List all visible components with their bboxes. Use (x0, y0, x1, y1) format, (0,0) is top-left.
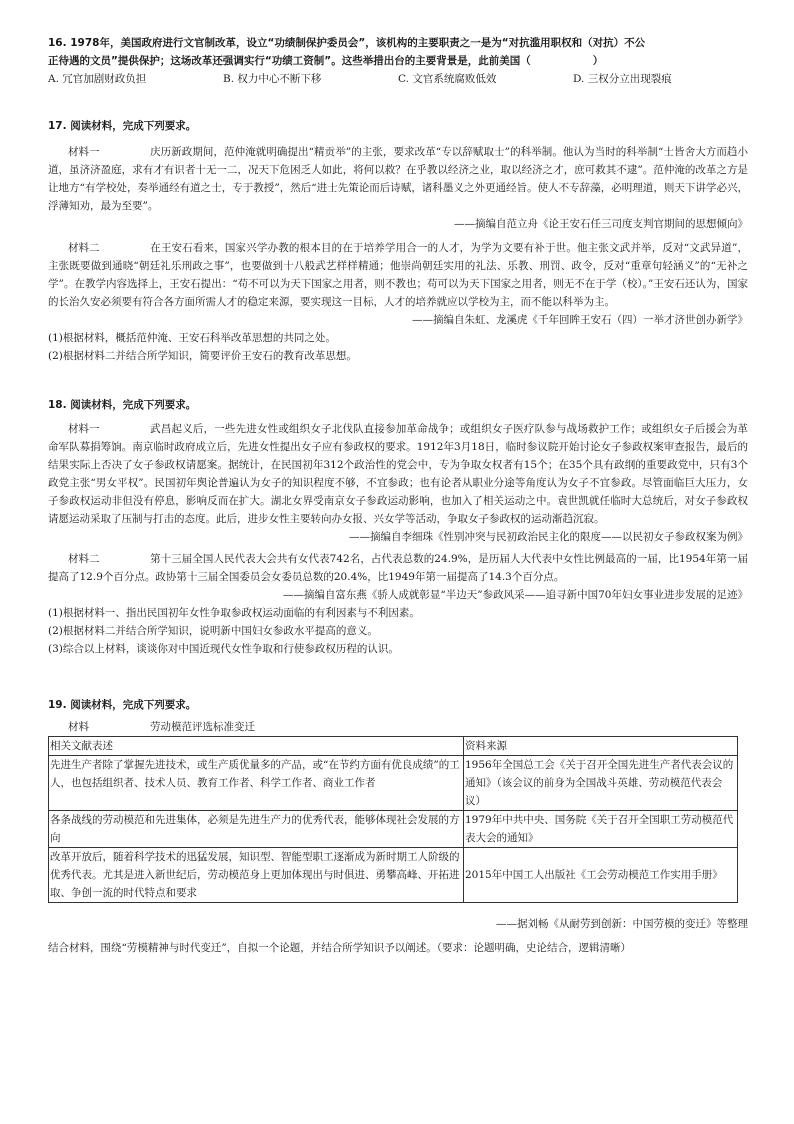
standards-table (48, 736, 738, 903)
q17-req-2: (2)根据材料二并结合所学知识，简要评价王安石的教育改革思想。 (48, 350, 357, 362)
table-header: 资料来源 (464, 737, 738, 756)
table-header-row (49, 737, 738, 756)
q16-option-c: C. 文官系统腐败低效 (398, 73, 497, 85)
q19-table-title: 劳动模范评选标准变迁 (150, 721, 255, 733)
table-cell: 1956年全国总工会《关于召开全国先进生产者代表会议的通知》（该会议的前身为全国战斗英雄、劳动模范代表会议） (464, 756, 738, 811)
q18-req-3: (3)综合以上材料，谈谈你对中国近现代女性争取和行使参政权历程的认识。 (48, 643, 399, 655)
q18-m2-label: 材料二 (68, 553, 100, 565)
question-19 (48, 696, 748, 957)
q19-material-header (48, 718, 748, 736)
table-row (49, 811, 738, 848)
table-cell: 1979年中共中央、国务院《关于召开全国职工劳动模范代表大会的通知》 (464, 811, 738, 848)
q17-m2-label: 材料二 (68, 242, 100, 254)
q18-material-2 (48, 550, 748, 586)
q16-option-d: D. 三权分立出现裂痕 (573, 73, 672, 85)
q19-task: 结合材料，围绕“劳模精神与时代变迁”，自拟一个论题，并结合所学知识予以阐述。（要求：论题明确，史论结合，逻辑清晰） (48, 942, 631, 954)
q18-req-1: (1)根据材料一、指出民国初年女性争取参政权运动面临的有利因素与不利因素。 (48, 607, 420, 619)
q19-title: 19. 阅读材料，完成下列要求。 (48, 699, 197, 711)
table-header: 相关文献表述 (49, 737, 464, 756)
q18-material-1 (48, 420, 748, 528)
q17-m1-text-start: 庆历新政期间，范仲淹就明确提出“精贡举”的主张，要求改革“专以辞赋取士”的科举制。他认为当时的科举 (150, 146, 648, 158)
q17-m2-source: ——摘编自朱虹、龙溪虎《千年回眸王安石（四）一举才济世创办新学》 (412, 314, 748, 326)
question-17 (48, 117, 748, 365)
q16-options (48, 70, 748, 88)
q19-mat-label: 材料 (68, 721, 89, 733)
exam-page (48, 34, 748, 957)
question-16 (48, 34, 748, 88)
table-cell: 2015年中国工人出版社《工会劳动模范工作实用手册》 (464, 848, 738, 903)
q16-option-b: B. 权力中心不断下移 (223, 73, 322, 85)
q17-m2-text-start: 在王安石看来，国家兴学办教的根本目的在于培养学用合一的人才，为学为文要有补于世。他主张文武并举，反 (150, 242, 674, 254)
q18-m2-text: 1954年第一届提高了12.9个百分点。政协第十三届全国委员会女委员总数的20.4%，比1949年第一届提高了14.3个百分点。 (48, 553, 748, 583)
q19-source: ——据刘畅《从耐劳到创新：中国劳模的变迁》等整理 (496, 918, 748, 930)
q17-title: 17. 阅读材料，完成下列要求。 (48, 120, 197, 132)
q18-m1-text-start: 武昌起义后，一些先进女性或组织女子北伐队直接参加革命战争；或组织女子医疗队参与战场救护工作；或组织 (150, 423, 674, 435)
question-18 (48, 396, 748, 658)
table-cell: 改革开放后，随着科学技术的迅猛发展，知识型、智能型职工逐渐成为新时期工人阶级的优秀代表。尤其是进入新世纪后，劳动模范身上更加体现出与时俱进、勇攀高峰、开拓进取、争创一流的时代特点和要求 (49, 848, 464, 903)
q17-m1-label: 材料一 (68, 146, 100, 158)
q17-m1-text: 制“士皆舍大方而趋小道，虽济济盈庭，求有才有识者十无一二，况天下危困乏人如此，将何以救？在乎教以经济之业，取以经济之才，庶可救其不逮”。范仲淹的改革之方是让地方“有学校处，奏举通经有道之士，专于教授”，然后“进士先策论而后诗赋，诸科墨义之外更通经旨。使人不专辞藻，必明理道，则天下讲学必兴，浮薄知劝，最为至要”。 (48, 146, 748, 212)
q18-m2-text-start: 第十三届全国人民代表大会共有女代表742名，占代表总数的24.9%，是历届人大代表中女性比例最高的一届，比 (150, 553, 679, 565)
q18-m1-text: 女子后援会为革命军队募捐筹饷。南京临时政府成立后，先进女性提出女子应有参政权的要求。1912年3月18日，临时参议院开始讨论女子参政权案审查报告，最后的结果实际上否决了女子参政权请愿案。据统计，在民国初年312个政治性的党会中，专为争取女权者有15个；在35个具有政纲的重要政党中，只有3个政党主张“男女平权”。民国初年舆论普遍认为女子的知识程度不够，不宜参政；也有论者从职业分途等角度认为女子不宜参政。尽管面临巨大压力，女子参政权运动非但没有停息，影响反而在扩大。湖北女界受南京女子参政运动影响，也加入了相关运动之中。袁世凯就任临时大总统后，对女子参政权请愿运动采取了压制与打击的态度。此后，进步女性主要转向办女报、兴女学等活动，争取女子参政权的运动渐趋沉寂。 (48, 423, 749, 525)
q17-m2-text: 对“文武异道”，主张既要做到通晓“朝廷礼乐刑政之事”，也要做到十八般武艺样样精通；他崇尚朝廷实用的礼法、乐教、刑罚、政令，反对“重章句轻涵义”的“无补之学”。在教学内容选择上，王安石提出：“苟不可以为天下国家之用者，则不教也；苟可以为天下国家之用者，则无不在于学（校）。”王安石还认为，国家的长治久安必须要有符合各方面所需人才的稳定来源，要实现这一目标，人才的培养就应以学校为主，而不能以科举为主。 (48, 242, 748, 308)
q17-req-1: (1)根据材料，概括范仲淹、王安石科举改革思想的共同之处。 (48, 332, 336, 344)
q16-paren-close: ） (592, 55, 604, 67)
q17-material-1 (48, 143, 748, 215)
q18-req-2: (2)根据材料二并结合所学知识，说明新中国妇女参政水平提高的意义。 (48, 625, 378, 637)
table-cell: 各条战线的劳动模范和先进集体，必须是先进生产力的优秀代表，能够体现社会发展的方向 (49, 811, 464, 848)
q18-m2-source: ——摘编自富东燕《骄人成就彰显“半边天”参政风采——追寻新中国70年妇女事业进步发展的足迹》 (282, 589, 748, 601)
q17-material-2 (48, 239, 748, 311)
q16-stem-line2 (48, 52, 748, 70)
table-row (49, 848, 738, 903)
q17-m1-source: ——摘编自范立舟《论王安石任三司度支判官期间的思想倾向》 (454, 218, 748, 230)
q18-m1-label: 材料一 (68, 423, 100, 435)
q16-option-a: A. 冗官加剧财政负担 (48, 73, 147, 85)
q18-title: 18. 阅读材料，完成下列要求。 (48, 399, 197, 411)
q18-m1-source: ——摘编自李细珠《性别冲突与民初政治民主化的限度——以民初女子参政权案为例》 (349, 531, 748, 543)
q16-stem-line1: 16. 1978年，美国政府进行文官制改革，设立“功绩制保护委员会”，该机构的主要职责之一是为“对抗滥用职权和（对抗）不公 (48, 37, 646, 49)
table-row (49, 756, 738, 811)
table-cell: 先进生产者除了掌握先进技术，或生产质优量多的产品，或“在节约方面有优良成绩”的工人，也包括组织者、技术人员、教育工作者、科学工作者、商业工作者 (49, 756, 464, 811)
q16-stem-text: 正待遇的文员”提供保护；这场改革还强调实行“功绩工资制”。这些举措出台的主要背景是，此前美国（ (48, 55, 531, 67)
